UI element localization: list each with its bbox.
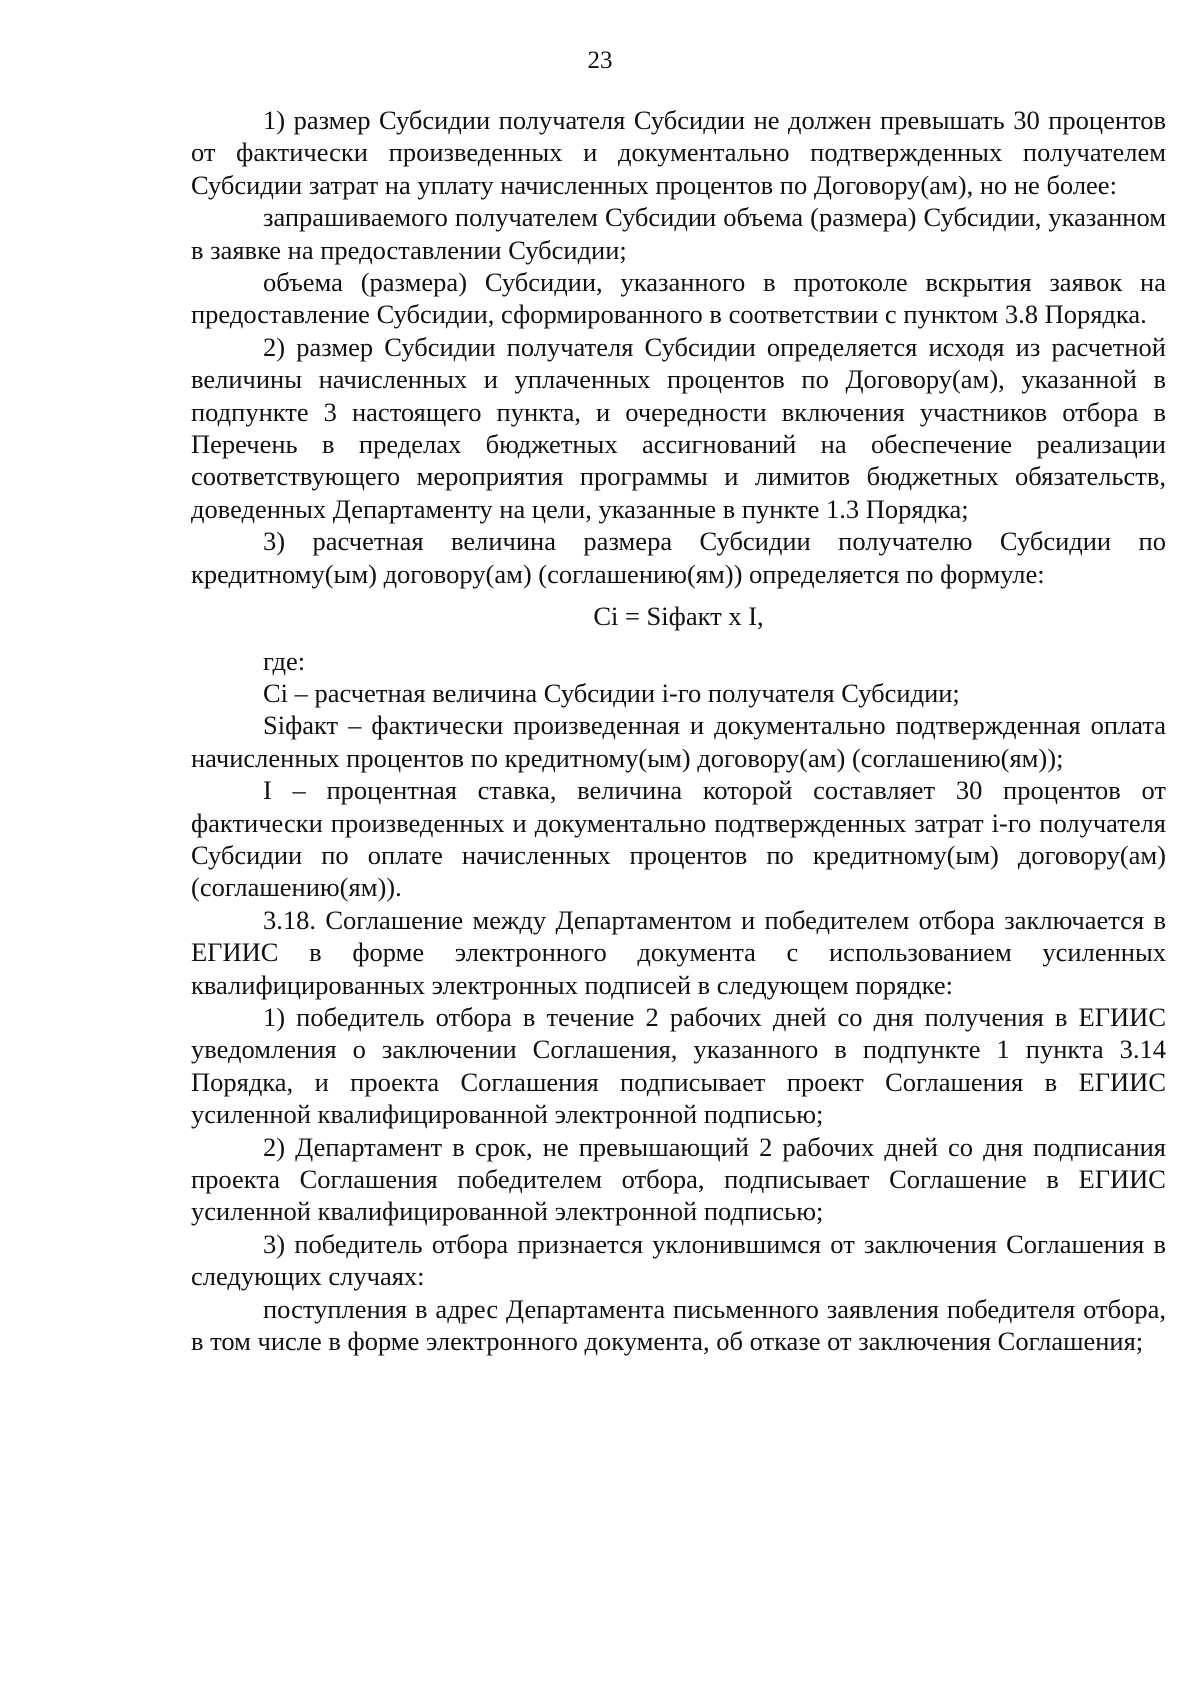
paragraph-subsidy-size-limit: 1) размер Субсидии получателя Субсидии не должен превышать 30 процентов от фактически произведенных и документально подтвержденных получателем Субсидии затрат на уплату начисленных процентов по Договору(ам), но не более: <box>191 105 1166 200</box>
calculation-formula: Ci = Siфакт x I, <box>593 601 764 632</box>
paragraph-where: где: <box>263 645 306 676</box>
paragraph-department-signs: 2) Департамент в срок, не превышающий 2 рабочих дней со дня подписания проекта Соглашения победителем отбора, подписывает Соглашение в ЕГИИС усиленной квалифицированной электронной подписью; <box>191 1131 1166 1227</box>
paragraph-calculation-intro: 3) расчетная величина размера Субсидии получателю Субсидии по кредитному(ым) договору(ам) (соглашению(ям)) определяется по формуле: <box>191 526 1166 589</box>
paragraph-subsidy-determination: 2) размер Субсидии получателя Субсидии определяется исходя из расчетной величины начисленных и уплаченных процентов по Договору(ам), указанной в подпункте 3 настоящего пункта, и очередности включения участников отбора в Перечень в пределах бюджетных ассигнований на обеспечение реализации соответствующего мероприятия программы и лимитов бюджетных обязательств, доведенных Департаменту на цели, указанные в пункте 1.3 Порядка; <box>191 331 1166 524</box>
paragraph-i-definition: I – процентная ставка, величина которой составляет 30 процентов от фактически произведенных и документально подтвержденных затрат i-го получателя Субсидии по оплате начисленных процентов по кредитному(ым) договору(ам) (соглашению(ям)). <box>191 775 1166 903</box>
document-body <box>191 104 1166 1357</box>
paragraph-requested-amount: запрашиваемого получателем Субсидии объема (размера) Субсидии, указанном в заявке на предоставлении Субсидии; <box>191 202 1166 265</box>
paragraph-ci-definition: Ci – расчетная величина Субсидии i-го получателя Субсидии; <box>263 677 960 708</box>
paragraph-section-3-18: 3.18. Соглашение между Департаментом и победителем отбора заключается в ЕГИИС в форме электронного документа с использованием усиленных квалифицированных электронных подписей в следующем порядке: <box>191 904 1166 1000</box>
paragraph-refusal-statement: поступления в адрес Департамента письменного заявления победителя отбора, в том числе в форме электронного документа, об отказе от заключения Соглашения; <box>191 1293 1166 1357</box>
paragraph-protocol-amount: объема (размера) Субсидии, указанного в протоколе вскрытия заявок на предоставление Субсидии, сформированного в соответствии с пунктом 3.8 Порядка. <box>191 267 1166 330</box>
page-number: 23 <box>587 47 613 74</box>
paragraph-winner-signs: 1) победитель отбора в течение 2 рабочих дней со дня получения в ЕГИИС уведомления о заключении Соглашения, указанного в подпункте 1 пункта 3.14 Порядка, и проекта Соглашения подписывает проект Соглашения в ЕГИИС усиленной квалифицированной электронной подписью; <box>191 1001 1166 1130</box>
paragraph-sifakt-definition: Siфакт – фактически произведенная и документально подтвержденная оплата начисленных процентов по кредитному(ым) договору(ам) (соглашению(ям)); <box>191 710 1166 773</box>
paragraph-evasion-cases: 3) победитель отбора признается уклонившимся от заключения Соглашения в следующих случаях: <box>191 1228 1166 1292</box>
